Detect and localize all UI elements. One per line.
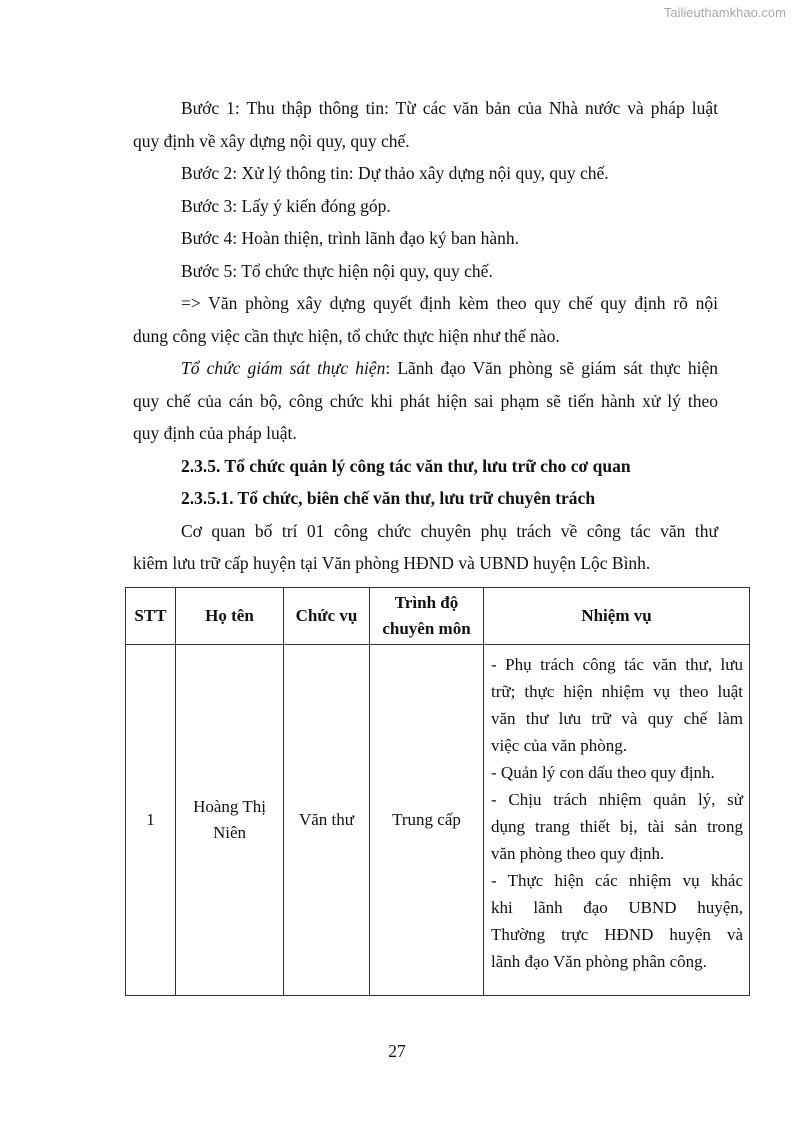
cell-name-line-1: Hoàng Thị [193,797,266,816]
intro-line-1: Cơ quan bố trí 01 công chức chuyên phụ trách về công tác văn thư [181,520,718,541]
cell-duties [484,645,750,996]
page-number: 27 [388,1041,406,1061]
section-heading-2-3-5: 2.3.5. Tổ chức quản lý công tác văn thư, lưu trữ cho cơ quan [181,455,631,476]
cell-name [176,645,284,996]
duty-line: dụng trang thiết bị, tài sản trong [491,817,743,836]
supervision-line-1 [133,352,718,385]
step-4: Bước 4: Hoàn thiện, trình lãnh đạo ký ban hành. [181,228,520,248]
header-stt: STT [126,588,176,645]
header-name: Họ tên [176,588,284,645]
duty-line: Thường trực HĐND huyện và [491,925,743,944]
duty-line: - Chịu trách nhiệm quản lý, sử [491,790,743,809]
duty-line: khi lãnh đạo UBND huyện, [491,898,743,917]
header-duties: Nhiệm vụ [484,588,750,645]
watermark-text: Tailieuthamkhao.com [663,5,786,20]
duty-line: - Thực hiện các nhiệm vụ khác [491,871,743,890]
supervision-line-3: quy định của pháp luật. [133,423,297,443]
step-3: Bước 3: Lấy ý kiến đóng góp. [181,195,391,216]
duty-line: văn phòng theo quy định. [491,844,665,863]
staff-table [125,587,750,996]
supervision-title: Tổ chức giám sát thực hiện [181,358,386,378]
conclusion-line-1: => Văn phòng xây dựng quyết định kèm theo quy chế quy định rõ nội [181,293,718,313]
duty-line: - Quản lý con dấu theo quy định. [491,763,715,782]
cell-stt: 1 [126,645,176,996]
conclusion-line-2: dung công việc cần thực hiện, tổ chức thực hiện như thế nào. [133,325,560,346]
duty-line: - Phụ trách công tác văn thư, lưu [491,655,743,674]
cell-name-line-2: Niên [212,823,247,842]
step-1-line-1: Bước 1: Thu thập thông tin: Từ các văn bản của Nhà nước và pháp luật [181,98,718,118]
duty-line: việc của văn phòng. [491,736,627,755]
duty-line: văn thư lưu trữ và quy chế làm [491,709,743,728]
section-heading-2-3-5-1: 2.3.5.1. Tổ chức, biên chế văn thư, lưu trữ chuyên trách [181,488,596,508]
step-1-line-2: quy định về xây dựng nội quy, quy chế. [133,130,410,151]
intro-line-2: kiêm lưu trữ cấp huyện tại Văn phòng HĐND và UBND huyện Lộc Bình. [133,553,651,573]
supervision-line-2: quy chế của cán bộ, công chức khi phát hiện sai phạm sẽ tiến hành xử lý theo [133,390,718,411]
step-5: Bước 5: Tổ chức thực hiện nội quy, quy chế. [181,260,493,281]
header-qualification [370,588,484,645]
duty-line: trữ; thực hiện nhiệm vụ theo luật [491,682,743,701]
duty-line: lãnh đạo Văn phòng phân công. [491,952,707,971]
table-row [126,645,750,996]
document-body [133,92,718,580]
step-2: Bước 2: Xử lý thông tin: Dự thảo xây dựng nội quy, quy chế. [181,163,609,183]
table-header-row [126,588,750,645]
cell-position: Văn thư [284,645,370,996]
cell-qualification: Trung cấp [370,645,484,996]
header-qualification-line-1: Trình độ [394,593,459,612]
header-qualification-line-2: chuyên môn [382,619,471,638]
header-position: Chức vụ [284,588,370,645]
supervision-text: : Lãnh đạo Văn phòng sẽ giám sát thực hiện [385,358,718,378]
